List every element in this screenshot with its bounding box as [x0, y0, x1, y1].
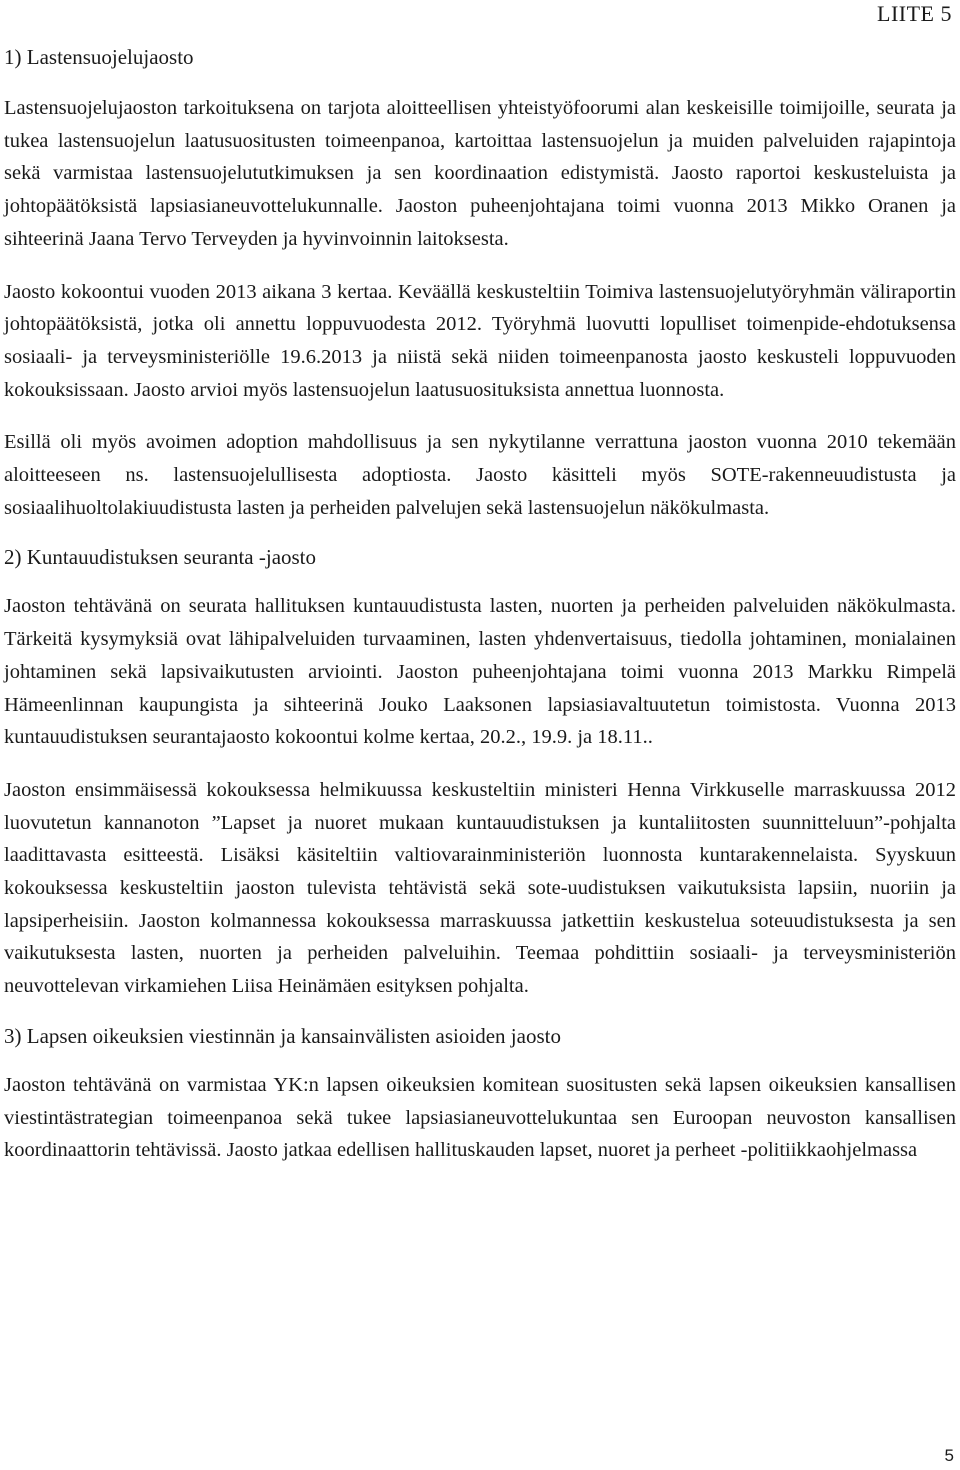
page-number: 5	[944, 1446, 954, 1465]
section-3-paragraph-1: Jaoston tehtävänä on varmistaa YK:n lapsen oikeuksien komitean suositusten sekä lapsen oikeuksien kansallisen viestintästrategian toimeenpanoa sekä tukee lapsiasianeuvottelukuntaa sen Euroopan neuvoston kansallisen koordinaattorin tehtävissä. Jaosto jatkaa edellisen hallituskauden lapset, nuoret ja perheet -politiikkaohjelmassa	[4, 1073, 956, 1162]
section-1-paragraph-3: Esillä oli myös avoimen adoption mahdollisuus ja sen nykytilanne verrattuna jaoston vuonna 2010 tekemään aloitteeseen ns. lastensuojelullisesta adoptiosta. Jaosto käsitteli myös SOTE-rakenneuudistusta ja sosiaalihuoltolakiuudistusta lasten ja perheiden palvelujen sekä lastensuojelun näkökulmasta.	[4, 431, 956, 519]
appendix-label: LIITE 5	[877, 1, 952, 26]
section-1-paragraph-1: Lastensuojelujaoston tarkoituksena on tarjota aloitteellisen yhteistyöfoorumi alan keskeisille toimijoille, seurata ja tukea lastensuojelun laatusuositusten toimeenpanoa, kartoittaa lastensuojelun ja muiden palveluiden rajapintoja sekä varmistaa lastensuojelututkimuksen ja sen koordinaation edistymistä. Jaosto raportoi keskusteluista ja johtopäätöksistä lapsiasianeuvottelukunnalle. Jaoston puheenjohtajana toimi vuonna 2013 Mikko Oranen ja sihteerinä Jaana Tervo Terveyden ja hyvinvoinnin laitoksesta.	[4, 97, 956, 250]
document-body	[4, 42, 956, 1167]
section-2-heading: 2) Kuntauudistuksen seuranta -jaosto	[4, 545, 317, 570]
section-1-paragraph-2: Jaosto kokoontui vuoden 2013 aikana 3 kertaa. Keväällä keskusteltiin Toimiva lastensuojelutyöryhmän väliraportin johtopäätöksistä, jotka oli annettu loppuvuodesta 2012. Työryhmä luovutti lopulliset toimenpide-ehdotuksensa sosiaali- ja terveysministeriölle 19.6.2013 ja niistä sekä niiden toimeenpanosta jaosto keskusteli loppuvuoden kokouksissaan. Jaosto arvioi myös lastensuojelun laatusuosituksista annettua luonnosta.	[4, 280, 956, 401]
section-2-paragraph-1: Jaoston tehtävänä on seurata hallituksen kuntauudistusta lasten, nuorten ja perheiden palveluiden näkökulmasta. Tärkeitä kysymyksiä ovat lähipalveluiden turvaaminen, lasten yhdenvertaisuus, tiedolla johtaminen, monialainen johtaminen sekä lapsivaikutusten arviointi. Jaoston puheenjohtajana toimi vuonna 2013 Markku Rimpelä Hämeenlinnan kaupungista ja sihteerinä Jouko Laaksonen lapsiasiavaltuutetun toimistosta. Vuonna 2013 kuntauudistuksen seurantajaosto kokoontui kolme kertaa, 20.2., 19.9. ja 18.11..	[4, 595, 956, 749]
section-1-heading: 1) Lastensuojelujaosto	[4, 45, 194, 69]
section-2-paragraph-2: Jaoston ensimmäisessä kokouksessa helmikuussa keskusteltiin ministeri Henna Virkkuselle marraskuussa 2012 luovutetun kannanoton ”Lapset ja nuoret mukaan kuntauudistuksen ja kuntaliitosten suunnitteluun”-pohjalta laadittavasta esitteestä. Lisäksi käsiteltiin valtiovarainministeriön luonnosta kuntarakennelaista. Syyskuun kokouksessa keskusteltiin jaoston tulevista tehtävistä sekä sote-uudistuksen vaikutuksista lapsiin, nuoriin ja lapsiperheisiin. Jaoston kolmannessa kokouksessa marraskuussa jatkettiin keskustelua soteuudistuksesta ja sen vaikutuksesta lasten, nuorten ja perheiden palveluihin. Teemaa pohdittiin sosiaali- ja terveysministeriön neuvottelevan virkamiehen Liisa Heinämäen esityksen pohjalta.	[4, 778, 956, 998]
section-3-heading: 3) Lapsen oikeuksien viestinnän ja kansainvälisten asioiden jaosto	[4, 1023, 561, 1048]
